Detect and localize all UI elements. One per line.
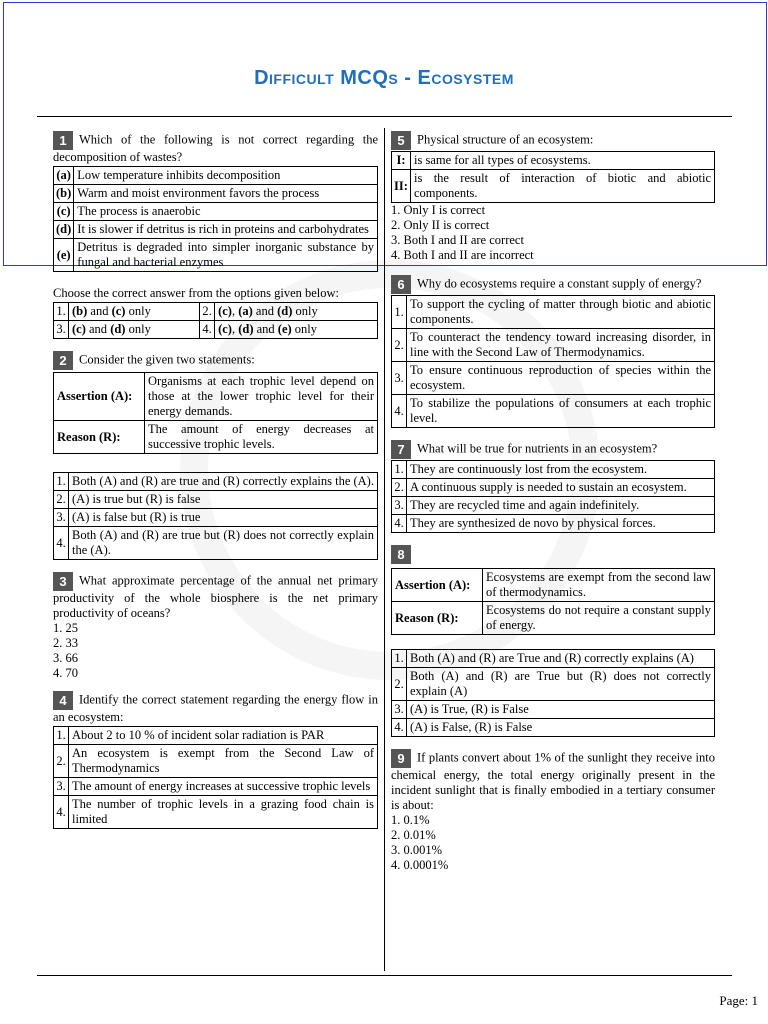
- q1-options-table: [53, 166, 378, 272]
- reason-text: The amount of energy decreases at successive trophic levels.: [145, 421, 378, 454]
- answer-key: (c): [72, 322, 86, 336]
- option-number: 4.: [392, 515, 407, 533]
- option-number: 2.: [54, 491, 69, 509]
- option-text: The amount of energy increases at successive trophic levels: [69, 778, 378, 796]
- answer-key: (c): [111, 304, 126, 318]
- question-number: 2: [53, 351, 73, 370]
- option-row[interactable]: [392, 668, 715, 701]
- option-row[interactable]: [54, 473, 378, 491]
- option-number: 3.: [54, 778, 69, 796]
- q5-statements-table: [391, 151, 715, 203]
- q2-options-table: [53, 472, 378, 560]
- option-text: (A) is True, (R) is False: [407, 701, 715, 719]
- answer-key: (d): [110, 322, 126, 336]
- option-text: They are synthesized de novo by physical forces.: [407, 515, 715, 533]
- q4-options-table: [53, 726, 378, 829]
- answer-join: only: [125, 304, 151, 318]
- statement-key: I:: [392, 152, 411, 170]
- statement-key: II:: [392, 170, 411, 203]
- answer-key: (d): [238, 322, 254, 336]
- page-number: Page: 1: [719, 993, 758, 1008]
- option-row[interactable]: [54, 239, 378, 272]
- option-number: 4.: [392, 719, 407, 737]
- option-row[interactable]: [54, 509, 378, 527]
- answer-join: and: [87, 304, 112, 318]
- answer-key: (e): [277, 322, 292, 336]
- option-line[interactable]: 3. 66: [53, 651, 78, 665]
- option-text: Both (A) and (R) are True but (R) does not correctly explain (A): [407, 668, 715, 701]
- answer-join: and: [252, 304, 278, 318]
- answer-key: (c): [218, 304, 232, 318]
- option-row[interactable]: [54, 745, 378, 778]
- reason-label: Reason (R):: [54, 421, 145, 454]
- option-text: To stabilize the populations of consumers at each trophic level.: [407, 395, 715, 428]
- option-row[interactable]: [392, 650, 715, 668]
- q2-statements-table: [53, 372, 378, 454]
- option-row[interactable]: [54, 203, 378, 221]
- option-line[interactable]: 4. Both I and II are incorrect: [391, 248, 534, 262]
- option-row[interactable]: [392, 395, 715, 428]
- assertion-label: Assertion (A):: [392, 569, 483, 602]
- option-row[interactable]: [392, 362, 715, 395]
- option-line[interactable]: 2. Only II is correct: [391, 218, 490, 232]
- answer-number: 1.: [54, 303, 69, 321]
- option-text: The number of trophic levels in a grazing food chain is limited: [69, 796, 378, 829]
- left-column: [53, 131, 378, 829]
- option-text: They are recycled time and again indefinitely.: [407, 497, 715, 515]
- q8-options-table: [391, 649, 715, 737]
- option-line[interactable]: 3. Both I and II are correct: [391, 233, 524, 247]
- answer-join: ,: [231, 304, 239, 318]
- option-key: (b): [54, 185, 74, 203]
- answer-option-3[interactable]: [69, 321, 200, 339]
- statement-text: is same for all types of ecosystems.: [411, 152, 715, 170]
- option-line[interactable]: 4. 0.0001%: [391, 858, 449, 872]
- reason-text: Ecosystems do not require a constant supply of energy.: [483, 602, 715, 635]
- question-8: [391, 545, 715, 737]
- option-number: 1.: [392, 650, 407, 668]
- choose-instruction: Choose the correct answer from the options given below:: [53, 286, 340, 300]
- question-number: 3: [53, 572, 73, 591]
- option-text: To counteract the tendency toward increasing disorder, in line with the Second Law of Thermodynamics.: [407, 329, 715, 362]
- option-number: 1.: [54, 473, 69, 491]
- answer-key: (a): [238, 304, 253, 318]
- option-key: (e): [54, 239, 74, 272]
- question-text: Physical structure of an ecosystem:: [417, 132, 594, 147]
- question-9: [391, 749, 715, 873]
- answer-number: 3.: [54, 321, 69, 339]
- answer-join: and: [85, 322, 111, 336]
- option-text: Detritus is degraded into simpler inorganic substance by fungal and bacterial enzymes: [74, 239, 378, 272]
- option-text: A continuous supply is needed to sustain an ecosystem.: [407, 479, 715, 497]
- option-line[interactable]: 1. 0.1%: [391, 813, 430, 827]
- option-row[interactable]: [54, 221, 378, 239]
- option-number: 3.: [392, 701, 407, 719]
- option-number: 4.: [54, 527, 69, 560]
- right-column: [391, 131, 715, 873]
- question-number: 7: [391, 440, 411, 459]
- statement-text: is the result of interaction of biotic and abiotic components.: [411, 170, 715, 203]
- question-6: [391, 275, 715, 428]
- option-row[interactable]: [54, 185, 378, 203]
- answer-join: only: [125, 322, 151, 336]
- answer-key: (b): [72, 304, 88, 318]
- option-number: 1.: [392, 461, 407, 479]
- answer-number: 4.: [200, 321, 215, 339]
- header-rule: [37, 116, 732, 117]
- answer-number: 2.: [200, 303, 215, 321]
- q1-answers-table: [53, 302, 378, 339]
- answer-join: and: [253, 322, 278, 336]
- answer-join: only: [292, 304, 318, 318]
- option-text: Low temperature inhibits decomposition: [74, 167, 378, 185]
- q6-options-table: [391, 295, 715, 428]
- answer-key: (d): [277, 304, 293, 318]
- question-5: [391, 131, 715, 263]
- answer-join: only: [291, 322, 318, 336]
- page-title: Difficult MCQs - Ecosystem: [254, 67, 514, 89]
- option-line[interactable]: 1. Only I is correct: [391, 203, 486, 217]
- option-number: 1.: [392, 296, 407, 329]
- option-number: 4.: [392, 395, 407, 428]
- option-row[interactable]: [54, 778, 378, 796]
- option-number: 3.: [54, 509, 69, 527]
- footer-rule: [37, 975, 732, 976]
- option-row[interactable]: [54, 727, 378, 745]
- option-number: 2.: [392, 479, 407, 497]
- question-number: 1: [53, 131, 73, 150]
- option-number: 2.: [392, 329, 407, 362]
- question-text: Which of the following is not correct regarding the decomposition of wastes?: [53, 132, 378, 164]
- question-number: 9: [391, 749, 411, 768]
- question-2: [53, 351, 378, 560]
- option-number: 2.: [54, 745, 69, 778]
- option-number: 2.: [392, 668, 407, 701]
- question-text: Identify the correct statement regarding the energy flow in an ecosystem:: [53, 692, 378, 724]
- option-text: An ecosystem is exempt from the Second Law of Thermodynamics: [69, 745, 378, 778]
- question-text: Consider the given two statements:: [79, 352, 255, 367]
- option-row[interactable]: [54, 491, 378, 509]
- option-text: Both (A) and (R) are true and (R) correctly explains the (A).: [69, 473, 378, 491]
- answer-option-4[interactable]: [215, 321, 378, 339]
- option-row[interactable]: [392, 479, 715, 497]
- option-row[interactable]: [392, 296, 715, 329]
- option-key: (c): [54, 203, 74, 221]
- q7-options-table: [391, 460, 715, 533]
- question-number: 6: [391, 275, 411, 294]
- option-row[interactable]: [392, 701, 715, 719]
- answer-option-2[interactable]: [215, 303, 378, 321]
- option-text: They are continuously lost from the ecosystem.: [407, 461, 715, 479]
- option-row[interactable]: [392, 461, 715, 479]
- option-text: The process is anaerobic: [74, 203, 378, 221]
- question-text: What will be true for nutrients in an ecosystem?: [417, 441, 658, 456]
- option-line[interactable]: 2. 0.01%: [391, 828, 436, 842]
- option-row[interactable]: [392, 719, 715, 737]
- answer-option-1[interactable]: [69, 303, 200, 321]
- question-1: [53, 131, 378, 339]
- question-text: What approximate percentage of the annual net primary productivity of the whole biosphere is the net primary productivity of oceans?: [53, 573, 378, 620]
- option-text: (A) is False, (R) is False: [407, 719, 715, 737]
- option-line[interactable]: 1. 25: [53, 621, 78, 635]
- option-key: (a): [54, 167, 74, 185]
- question-number: 8: [391, 545, 411, 564]
- answer-key: (c): [218, 322, 232, 336]
- question-7: [391, 440, 715, 533]
- question-text: If plants convert about 1% of the sunlight they receive into chemical energy, the total energy originally present in the incident sunlight that is finally embodied in a tertiary consumer is about:: [391, 750, 715, 812]
- option-line[interactable]: 3. 0.001%: [391, 843, 443, 857]
- option-row[interactable]: [392, 329, 715, 362]
- question-text: Why do ecosystems require a constant supply of energy?: [417, 276, 702, 291]
- q8-statements-table: [391, 568, 715, 635]
- option-row[interactable]: [54, 167, 378, 185]
- assertion-text: Organisms at each trophic level depend on those at the lower trophic level for their energy demands.: [145, 373, 378, 421]
- option-line[interactable]: 4. 70: [53, 666, 78, 680]
- question-4: [53, 691, 378, 829]
- option-row[interactable]: [54, 796, 378, 829]
- option-row[interactable]: [54, 527, 378, 560]
- option-text: It is slower if detritus is rich in proteins and carbohydrates: [74, 221, 378, 239]
- option-text: Both (A) and (R) are true but (R) does not correctly explain the (A).: [69, 527, 378, 560]
- option-line[interactable]: 2. 33: [53, 636, 78, 650]
- option-text: (A) is true but (R) is false: [69, 491, 378, 509]
- reason-label: Reason (R):: [392, 602, 483, 635]
- option-text: Both (A) and (R) are True and (R) correctly explains (A): [407, 650, 715, 668]
- option-text: To ensure continuous reproduction of species within the ecosystem.: [407, 362, 715, 395]
- question-number: 4: [53, 691, 73, 710]
- question-number: 5: [391, 131, 411, 150]
- option-key: (d): [54, 221, 74, 239]
- option-text: About 2 to 10 % of incident solar radiation is PAR: [69, 727, 378, 745]
- assertion-label: Assertion (A):: [54, 373, 145, 421]
- option-number: 1.: [54, 727, 69, 745]
- option-number: 3.: [392, 497, 407, 515]
- answer-join: ,: [231, 322, 239, 336]
- option-row[interactable]: [392, 497, 715, 515]
- option-text: To support the cycling of matter through biotic and abiotic components.: [407, 296, 715, 329]
- assertion-text: Ecosystems are exempt from the second law of thermodynamics.: [483, 569, 715, 602]
- option-number: 3.: [392, 362, 407, 395]
- option-number: 4.: [54, 796, 69, 829]
- option-text: (A) is false but (R) is true: [69, 509, 378, 527]
- option-row[interactable]: [392, 515, 715, 533]
- question-3: [53, 572, 378, 681]
- option-text: Warm and moist environment favors the process: [74, 185, 378, 203]
- column-divider: [384, 128, 385, 971]
